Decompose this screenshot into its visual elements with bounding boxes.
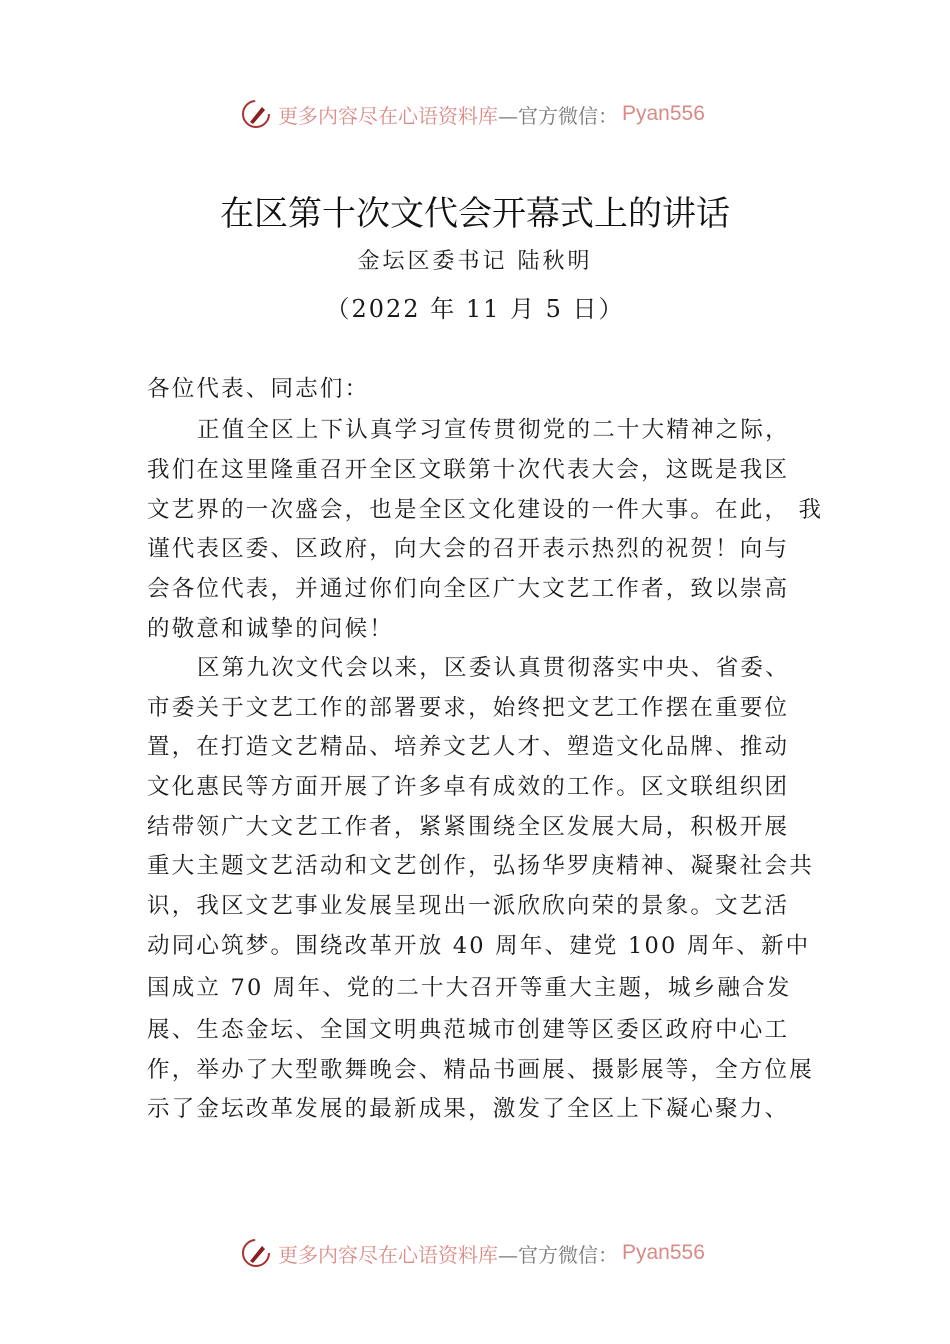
watermark-wechat-id: Pyan556	[622, 102, 705, 125]
body-line: 区第九次文代会以来，区委认真贯彻落实中央、省委、	[197, 655, 790, 681]
body-line: 动同心筑梦。围绕改革开放 40 周年、建党 100 周年、新中	[147, 933, 811, 959]
document-title: 在区第十次文代会开幕式上的讲话	[220, 194, 730, 234]
body-line: 示了金坛改革发展的最新成果，激发了全区上下凝心聚力、	[147, 1096, 790, 1122]
pen-logo-icon	[240, 1237, 272, 1269]
watermark-separator: —官方微信：	[498, 1242, 618, 1267]
watermark-header	[240, 97, 740, 131]
greeting: 各位代表、同志们：	[147, 376, 370, 402]
watermark-footer	[240, 1236, 740, 1270]
watermark-wechat-id: Pyan556	[622, 1241, 705, 1264]
watermark-brand: 更多内容尽在心语资料库	[278, 1242, 498, 1267]
body-line: 结带领广大文艺工作者，紧紧围绕全区发展大局，积极开展	[147, 814, 790, 840]
speaker-line: 金坛区委书记 陆秋明	[357, 249, 593, 274]
pen-logo-icon	[240, 98, 272, 130]
body-line: 的敬意和诚挚的问候！	[147, 616, 395, 642]
body-line: 文艺界的一次盛会，也是全区文化建设的一件大事。在此， 我	[147, 497, 824, 523]
body-line: 国成立 70 周年、党的二十大召开等重大主题，城乡融合发	[147, 975, 792, 1001]
body-line: 重大主题文艺活动和文艺创作，弘扬华罗庚精神、凝聚社会共	[147, 853, 814, 879]
body-line: 识，我区文艺事业发展呈现出一派欣欣向荣的景象。文艺活	[147, 893, 790, 919]
body-line: 作，举办了大型歌舞晚会、精品书画展、摄影展等，全方位展	[147, 1057, 814, 1083]
date-line: （2022 年 11 月 5 日）	[325, 295, 625, 323]
watermark-brand: 更多内容尽在心语资料库	[278, 103, 498, 128]
body-line: 展、生态金坛、全国文明典范城市创建等区委区政府中心工	[147, 1017, 790, 1043]
body-line: 谨代表区委、区政府，向大会的召开表示热烈的祝贺！向与	[147, 536, 790, 562]
body-line: 正值全区上下认真学习宣传贯彻党的二十大精神之际，	[197, 417, 790, 443]
body-line: 会各位代表，并通过你们向全区广大文艺工作者，致以崇高	[147, 576, 790, 602]
body-line: 文化惠民等方面开展了许多卓有成效的工作。区文联组织团	[147, 774, 790, 800]
body-line: 我们在这里隆重召开全区文联第十次代表大会，这既是我区	[147, 457, 790, 483]
watermark-separator: —官方微信：	[498, 103, 618, 128]
body-line: 市委关于文艺工作的部署要求，始终把文艺工作摆在重要位	[147, 695, 790, 721]
body-line: 置，在打造文艺精品、培养文艺人才、塑造文化品牌、推动	[147, 734, 790, 760]
